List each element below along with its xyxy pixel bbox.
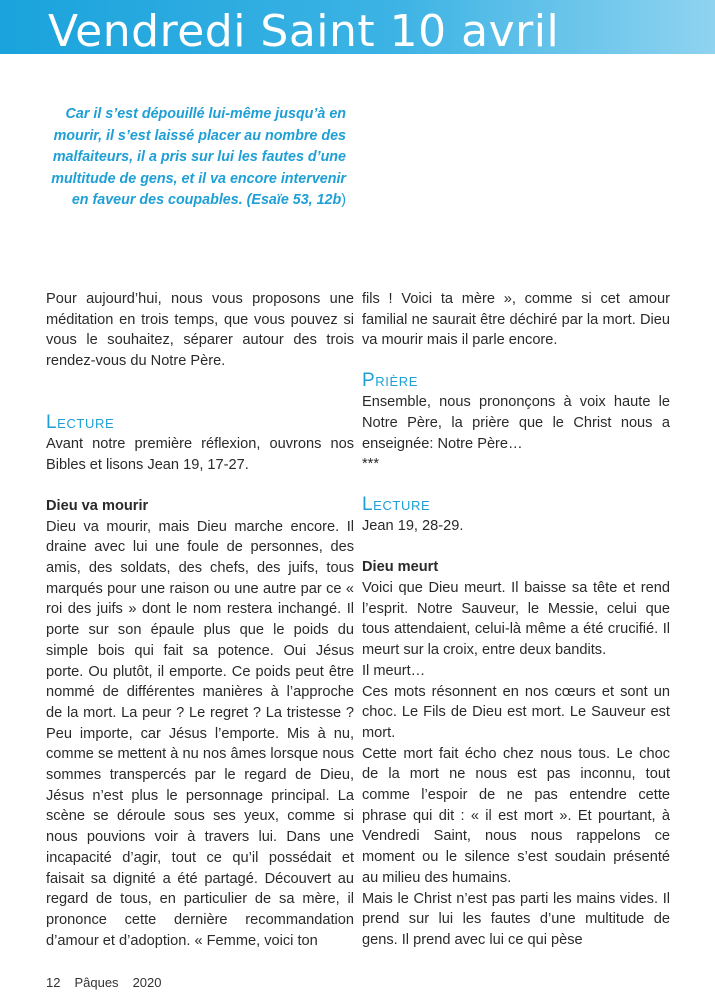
issue-year: 2020	[132, 975, 162, 990]
page-footer	[46, 975, 175, 990]
page-number: 12	[46, 975, 61, 990]
lecture-text-2: Jean 19, 28-29.	[362, 517, 464, 534]
lecture-heading-2: Lecture	[362, 493, 431, 515]
section-subheading-2: Dieu meurt	[362, 559, 439, 576]
priere-heading: Prière	[362, 370, 419, 392]
body-paragraph-5: Mais le Christ n’est pas parti les mains vides. Il prend sur lui les fautes d’une multitude de gens. Il prend avec lui ce qui pèse	[362, 890, 670, 948]
magazine-name: Pâques	[74, 975, 119, 990]
section-subheading: Dieu va mourir	[46, 497, 149, 514]
body-paragraph: Dieu va mourir, mais Dieu marche encore. Il draine avec lui une foule de personnes, des amis, des soldats, des chefs, des juifs, tous marqués pour une raison ou une autre par ce « roi des juifs » dont le nom restera inchangé. Il porte sur son épaule plus que le poids du simple bois qui fait sa potence. Oui Jésus porte. Ou plutôt, il emporte. Ce poids peut être nommé de différentes manières à l’approche de la mort. La peur ? Le regret ? La tristesse ? Peu importe, car Jésus l’emporte. Mis à nu, comme se mettent à nu nos âmes lorsque nous sommes transpercés par le regard de Dieu, Jésus n’est plus le personnage principal. La scène se déroule sous ses yeux, comme si nous pouvions voir à travers lui. Dans une incapacité d’agir, tout ce qu’il possédait et faisait sa dignité a été partagé. Découvert au regard de tous, en particulier de sa mère, il prononce cette dernière recommandation d’amour et d’adoption. « Femme, voici ton	[46, 518, 354, 949]
separator: ***	[362, 456, 380, 473]
right-column	[362, 289, 670, 951]
lecture-text: Avant notre première réflexion, ouvrons nos Bibles et lisons Jean 19, 17-27.	[46, 435, 354, 473]
intro-paragraph: Pour aujourd’hui, nous vous proposons une méditation en trois temps, que vous pouvez si vous le souhaitez, séparer autour des trois rendez-vous du Notre Père.	[46, 291, 354, 370]
quote-closing: )	[341, 192, 346, 209]
body-paragraph-4: Cette mort fait écho chez nous tous. Le choc de la mort ne nous est pas inconnu, tout comme l’espoir de ne pas entendre cette phrase qui dit : « il est mort ». Et pourtant, à Vendredi Saint, nous nous rappelons ce moment ou le silence s’est soudain présenté au milieu des humains.	[362, 745, 670, 886]
priere-text: Ensemble, nous prononçons à voix haute le Notre Père, la prière que le Christ nous a enseignée: Notre Père…	[362, 394, 670, 452]
quote-text: Car il s’est dépouillé lui-même jusqu’à en mourir, il s’est laissé placer au nombre des malfaiteurs, il a pris sur lui les fautes d’une multitude de gens, et il va encore intervenir en faveur des coupables. (Esaïe 53, 12b	[51, 106, 346, 209]
page-title: Vendredi Saint 10 avril	[48, 6, 560, 54]
left-column	[46, 289, 354, 951]
body-paragraph-1: Voici que Dieu meurt. Il baisse sa tête et rend l’esprit. Notre Sauveur, le Messie, celui que tous attendaient, celui-là même a été crucifié. Il meurt sur la croix, entre deux bandits.	[362, 580, 670, 659]
lecture-heading: Lecture	[46, 411, 115, 433]
continuation-paragraph: fils ! Voici ta mère », comme si cet amour familial ne saurait être déchiré par la mort. Dieu va mourir mais il parle encore.	[362, 291, 670, 349]
body-paragraph-3: Ces mots résonnent en nos cœurs et sont un choc. Le Fils de Dieu est mort. Le Sauveur est mort.	[362, 683, 670, 741]
epigraph-quote	[46, 104, 346, 212]
body-paragraph-2: Il meurt…	[362, 662, 426, 679]
title-banner	[0, 0, 715, 54]
